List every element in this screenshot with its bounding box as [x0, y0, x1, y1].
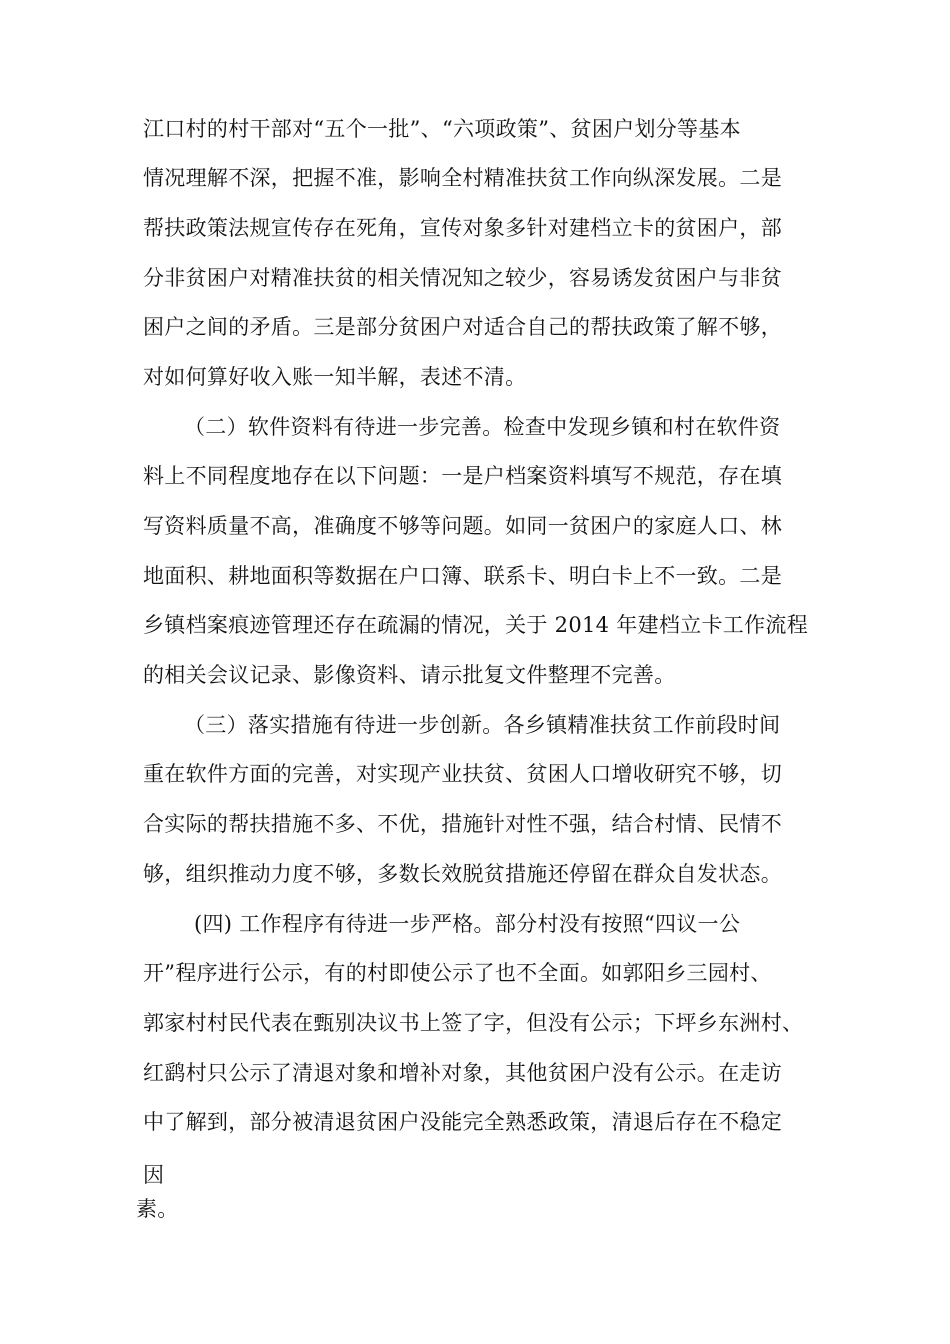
text-line: 开”程序进行公示，有的村即使公示了也不全面。如郭阳乡三园村、 — [143, 961, 772, 985]
text-line: 帮扶政策法规宣传存在死角，宣传对象多针对建档立卡的贫困户，部 — [143, 216, 782, 240]
text-line: 郭家村村民代表在甄别决议书上签了字，但没有公示；下坪乡东洲村、 — [143, 1011, 804, 1035]
paragraph-heading-4: (四) 工作程序有待进一步严格。部分村没有按照“四议一公 — [194, 912, 741, 936]
paragraph-heading-3: （三）落实措施有待进一步创新。各乡镇精准扶贫工作前段时间 — [184, 713, 781, 737]
text-line: 合实际的帮扶措施不多、不优，措施针对性不强，结合村情、民情不 — [143, 812, 782, 836]
text-line: 情况理解不深，把握不准，影响全村精准扶贫工作向纵深发展。二是 — [143, 166, 782, 190]
text-line: 江口村的村干部对“五个一批”、“六项政策”、贫困户划分等基本 — [143, 117, 741, 141]
text-line: 分非贫困户对精准扶贫的相关情况知之较少，容易诱发贫困户与非贫 — [143, 266, 782, 290]
text-line: 红鹞村只公示了清退对象和增补对象，其他贫困户没有公示。在走访 — [143, 1061, 782, 1085]
text-line: 料上不同程度地存在以下问题：一是户档案资料填写不规范，存在填 — [143, 464, 782, 488]
text-line: 写资料质量不高，准确度不够等问题。如同一贫困户的家庭人口、林 — [143, 514, 782, 538]
text-line: 素。 — [136, 1197, 179, 1221]
text-line: 地面积、耕地面积等数据在户口簿、联系卡、明白卡上不一致。二是 — [143, 564, 782, 588]
text-line: 因 — [143, 1163, 165, 1187]
text-line: 重在软件方面的完善，对实现产业扶贫、贫困人口增收研究不够，切 — [143, 762, 782, 786]
text-line: 够，组织推动力度不够，多数长效脱贫措施还停留在群众自发状态。 — [143, 862, 782, 886]
text-line: 中了解到，部分被清退贫困户没能完全熟悉政策，清退后存在不稳定 — [143, 1110, 782, 1134]
text-line: 的相关会议记录、影像资料、请示批复文件整理不完善。 — [143, 663, 676, 687]
paragraph-heading-2: （二）软件资料有待进一步完善。检查中发现乡镇和村在软件资 — [184, 415, 781, 439]
text-line: 乡镇档案痕迹管理还存在疏漏的情况，关于 2014 年建档立卡工作流程 — [143, 613, 808, 637]
text-line: 困户之间的矛盾。三是部分贫困户对适合自己的帮扶政策了解不够， — [143, 315, 782, 339]
text-line: 对如何算好收入账一知半解，表述不清。 — [143, 365, 527, 389]
